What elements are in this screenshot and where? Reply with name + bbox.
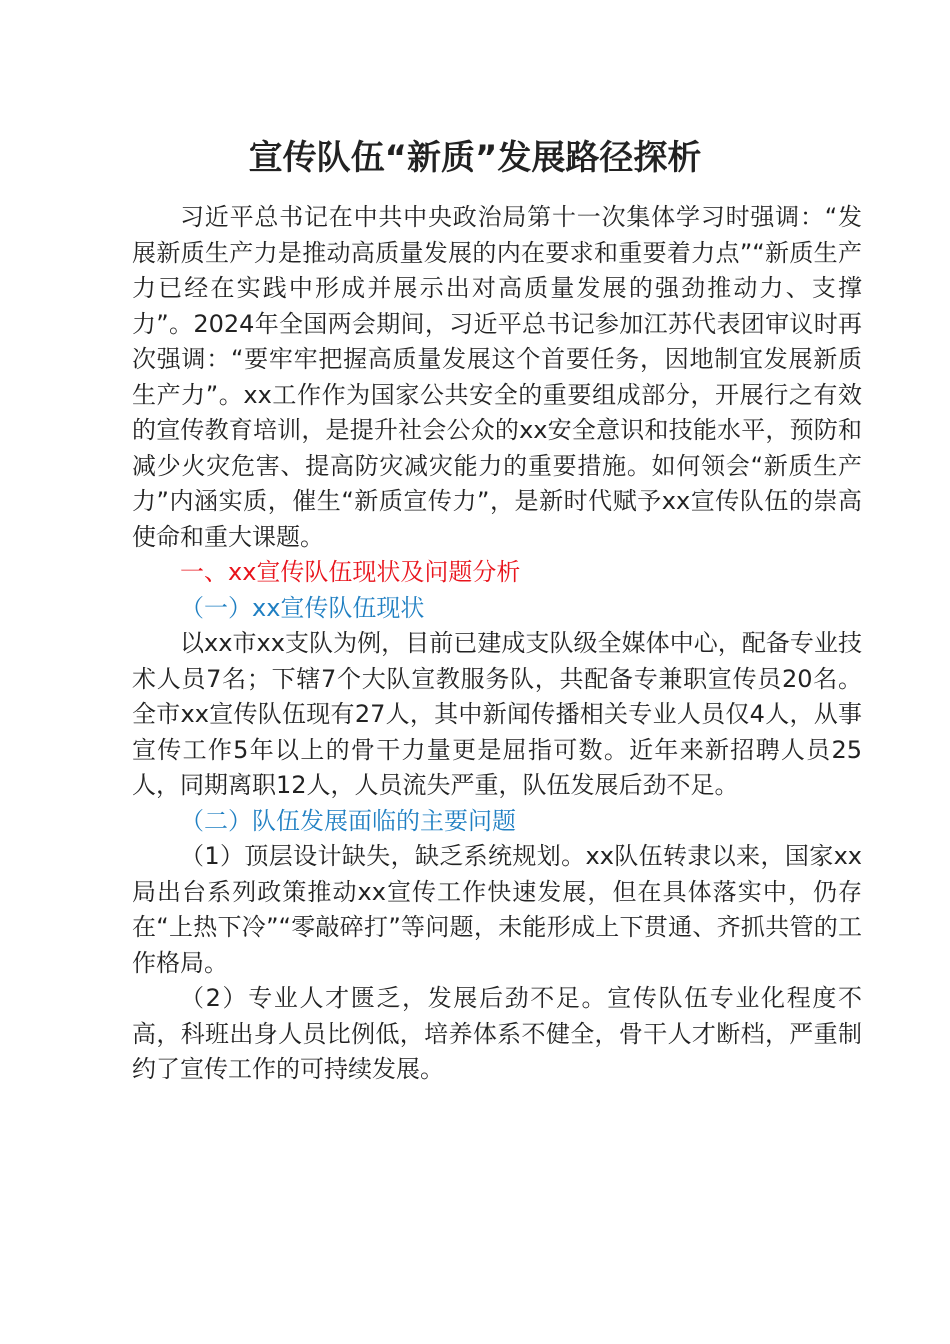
- problem-item-1: （1）顶层设计缺失，缺乏系统规划。xx队伍转隶以来，国家xx局出台系列政策推动xx宣传工作快速发展，但在具体落实中，仍存在“上热下冷”“零敲碎打”等问题，未能形成上下贯通、齐抓共管的工作格局。: [132, 842, 862, 977]
- document-body: [132, 200, 862, 1088]
- section-heading-1: 一、xx宣传队伍现状及问题分析: [180, 558, 521, 586]
- problem-item-2: （2）专业人才匮乏，发展后劲不足。宣传队伍专业化程度不高，科班出身人员比例低，培养体系不健全，骨干人才断档，严重制约了宣传工作的可持续发展。: [132, 984, 862, 1083]
- subsection-heading-2: （二）队伍发展面临的主要问题: [180, 806, 516, 835]
- subsection-heading-1: （一）xx宣传队伍现状: [180, 593, 425, 622]
- document-title: 宣传队伍“新质”发展路径探析: [248, 138, 702, 178]
- subsection-1-paragraph: 以xx市xx支队为例，目前已建成支队级全媒体中心，配备专业技术人员7名；下辖7个大队宣教服务队，共配备专兼职宣传员20名。全市xx宣传队伍现有27人，其中新闻传播相关专业人员仅4人，从事宣传工作5年以上的骨干力量更是屈指可数。近年来新招聘人员25人，同期离职12人，人员流失严重，队伍发展后劲不足。: [132, 629, 862, 799]
- intro-paragraph: 习近平总书记在中共中央政治局第十一次集体学习时强调：“发展新质生产力是推动高质量发展的内在要求和重要着力点”“新质生产力已经在实践中形成并展示出对高质量发展的强劲推动力、支撑力”。2024年全国两会期间，习近平总书记参加江苏代表团审议时再次强调：“要牢牢把握高质量发展这个首要任务，因地制宜发展新质生产力”。xx工作作为国家公共安全的重要组成部分，开展行之有效的宣传教育培训，是提升社会公众的xx安全意识和技能水平，预防和减少火灾危害、提高防灾减灾能力的重要措施。如何领会“新质生产力”内涵实质，催生“新质宣传力”，是新时代赋予xx宣传队伍的崇高使命和重大课题。: [132, 203, 862, 551]
